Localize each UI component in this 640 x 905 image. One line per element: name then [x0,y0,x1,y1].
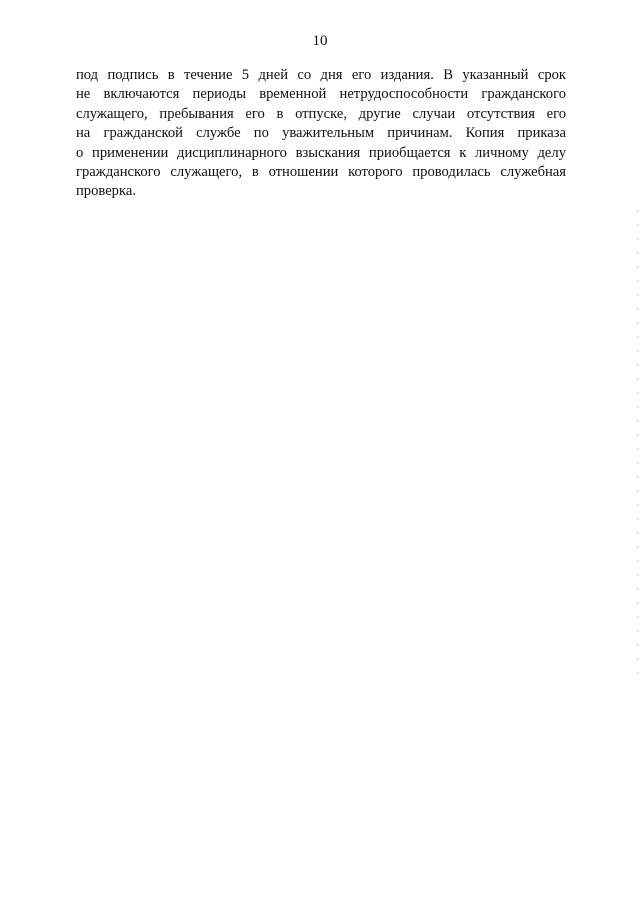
paragraph-line: о применении дисциплинарного взыскания приобщается к личному делу [76,144,566,161]
paragraph-line: проверка. [76,183,136,200]
paragraph-line: служащего, пребывания его в отпуске, другие случаи отсутствия его [76,105,566,122]
page-number: 10 [312,33,328,49]
paragraph-line: не включаются периоды временной нетрудоспособности гражданского [76,86,566,103]
paragraph-line: гражданского служащего, в отношении которого проводилась служебная [76,164,566,181]
paragraph [76,66,566,202]
paragraph-line: под подпись в течение 5 дней со дня его издания. В указанный срок [76,67,566,83]
scan-edge-artifact [637,210,638,680]
paragraph-line: на гражданской службе по уважительным причинам. Копия приказа [76,125,566,142]
